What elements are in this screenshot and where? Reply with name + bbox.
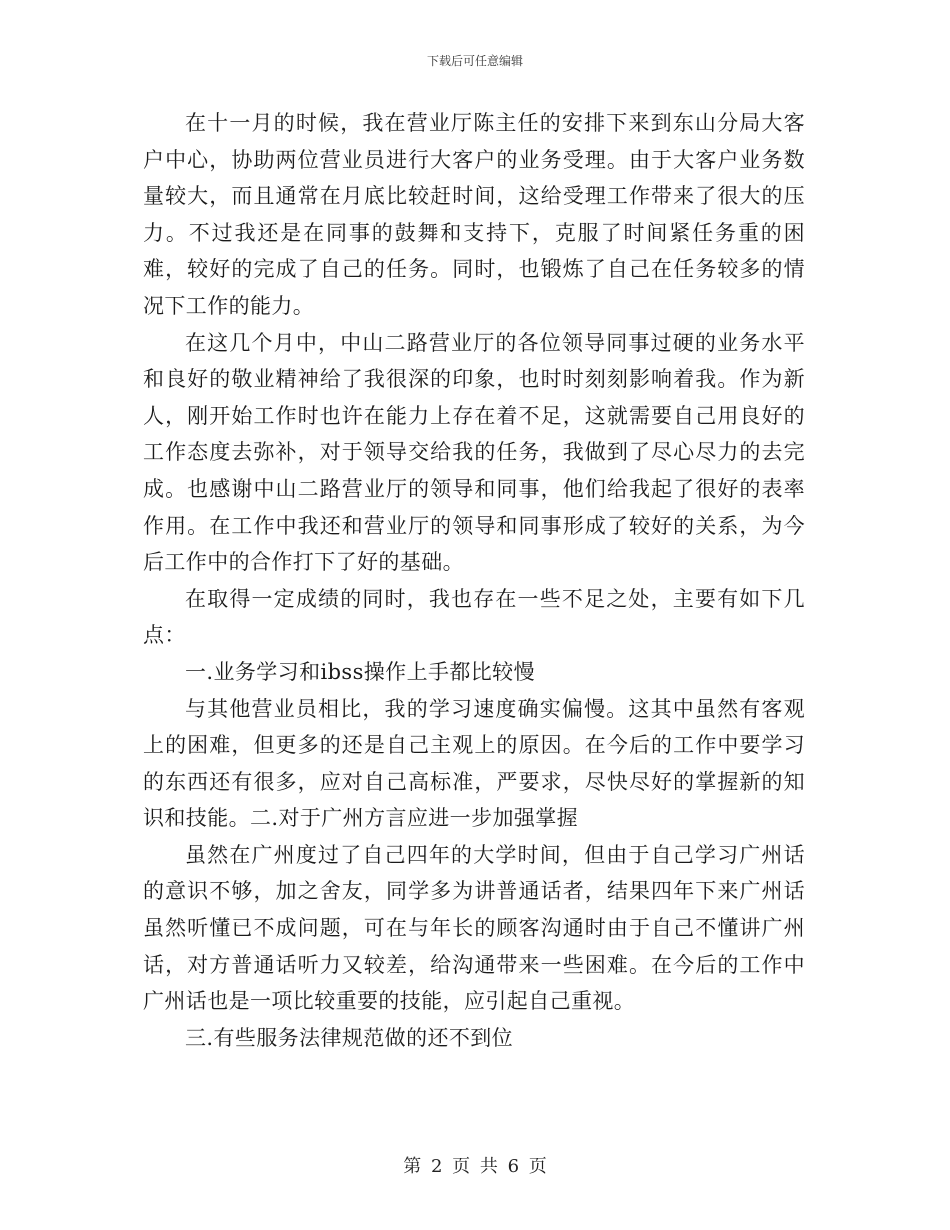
heading-point-three: 三.有些服务法律规范做的还不到位 — [185, 1025, 514, 1050]
header-note: 下载后可任意编辑 — [426, 54, 523, 68]
paragraph-cantonese: 虽然在广州度过了自己四年的大学时间，但由于自己学习广州话的意识不够，加之舍友，同学多为讲普通话者，结果四年下来广州话虽然听懂已不成问题，可在与年长的顾客沟通时由于自己不懂讲广州话，对方普通话听力又较差，给沟通带来一些困难。在今后的工作中广州话也是一项比较重要的技能，应引起自己重视。 — [143, 842, 805, 1014]
paragraph-november-work: 在十一月的时候，我在营业厅陈主任的安排下来到东山分局大客户中心，协助两位营业员进行大客户的业务受理。由于大客户业务数量较大，而且通常在月底比较赶时间，这给受理工作带来了很大的压力。不过我还是在同事的鼓舞和支持下，克服了时间紧任务重的困难，较好的完成了自己的任务。同时，也锻炼了自己在任务较多的情况下工作的能力。 — [143, 111, 805, 318]
paragraph-colleagues-impression: 在这几个月中，中山二路营业厅的各位领导同事过硬的业务水平和良好的敬业精神给了我很深的印象，也时时刻刻影响着我。作为新人，刚开始工作时也许在能力上存在着不足，这就需要自己用良好的工作态度去弥补，对于领导交给我的任务，我做到了尽心尽力的去完成。也感谢中山二路营业厅的领导和同事，他们给我起了很好的表率作用。在工作中我还和营业厅的领导和同事形成了较好的关系，为今后工作中的合作打下了好的基础。 — [143, 330, 805, 575]
paragraph-shortcomings-intro: 在取得一定成绩的同时，我也存在一些不足之处，主要有如下几点： — [143, 586, 805, 648]
document-body — [143, 105, 805, 1056]
heading-point-one: 一.业务学习和ibss操作上手都比较慢 — [185, 659, 535, 684]
paragraph-learning-speed: 与其他营业员相比，我的学习速度确实偏慢。这其中虽然有客观上的困难，但更多的还是自己主观上的原因。在今后的工作中要学习的东西还有很多，应对自己高标准，严要求，尽快尽好的掌握新的知识和技能。二.对于广州方言应进一步加强掌握 — [143, 696, 805, 831]
page-number: 第 2 页 共 6 页 — [403, 1156, 547, 1177]
